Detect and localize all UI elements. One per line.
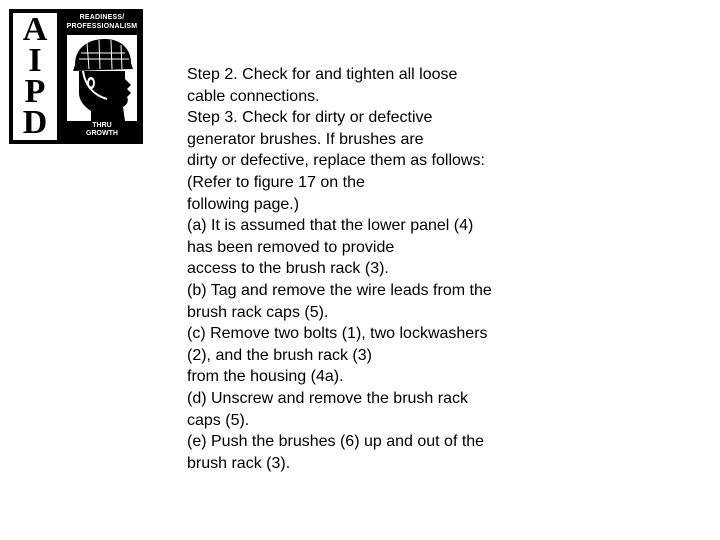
- aipd-logo: [9, 9, 143, 144]
- text-line: following page.): [187, 195, 300, 213]
- procedure-text: [187, 64, 567, 474]
- text-line: (c) Remove two bolts (1), two lockwashers: [187, 325, 488, 343]
- logo-letter-i: I: [28, 42, 42, 79]
- logo-emblem: [61, 9, 143, 144]
- text-line: (d) Unscrew and remove the brush rack: [187, 389, 468, 407]
- text-line: (e) Push the brushes (6) up and out of the: [187, 433, 485, 451]
- text-line: brush rack (3).: [187, 454, 291, 472]
- text-line: (a) It is assumed that the lower panel (4): [187, 217, 474, 235]
- text-line: dirty or defective, replace them as follows:: [187, 152, 485, 170]
- text-line: from the housing (4a).: [187, 368, 344, 386]
- logo-letter-p: P: [24, 73, 46, 110]
- logo-motto-bottom: [61, 122, 143, 138]
- text-line: has been removed to provide: [187, 238, 395, 256]
- logo-motto-professionalism: PROFESSIONALISM: [66, 23, 138, 30]
- text-line: brush rack caps (5).: [187, 303, 329, 321]
- logo-motto-top: [61, 13, 143, 31]
- text-line: caps (5).: [187, 411, 250, 429]
- text-line: cable connections.: [187, 87, 320, 105]
- text-line: Step 2. Check for and tighten all loose: [187, 66, 458, 83]
- logo-letter-d: D: [22, 104, 48, 141]
- text-line: (b) Tag and remove the wire leads from the: [187, 281, 492, 299]
- logo-letters-column: [13, 13, 57, 140]
- logo-motto-growth: GROWTH: [86, 130, 118, 137]
- text-line: access to the brush rack (3).: [187, 260, 389, 278]
- text-line: Step 3. Check for dirty or defective: [187, 109, 433, 127]
- text-line: (2), and the brush rack (3): [187, 346, 372, 364]
- text-line: (Refer to figure 17 on the: [187, 173, 365, 191]
- logo-motto-readiness: READINESS/: [79, 14, 125, 21]
- logo-letter-a: A: [22, 11, 48, 48]
- text-line: generator brushes. If brushes are: [187, 130, 424, 148]
- soldier-helmet-profile-icon: [67, 35, 137, 121]
- logo-motto-thru: THRU: [92, 122, 112, 129]
